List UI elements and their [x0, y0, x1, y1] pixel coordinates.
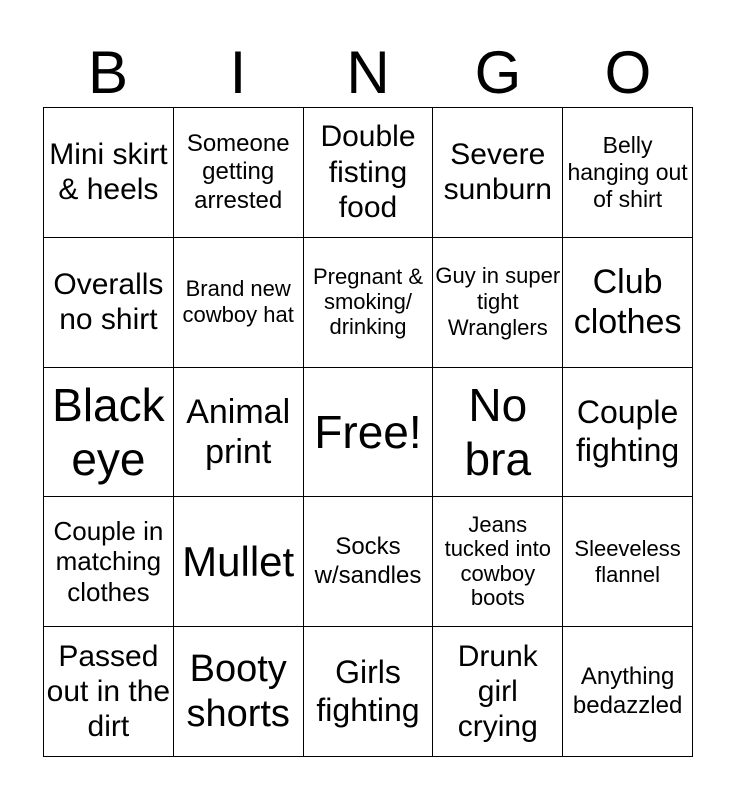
- bingo-card: [43, 107, 693, 757]
- bingo-cell[interactable]: [174, 627, 304, 757]
- bingo-cell[interactable]: [304, 368, 434, 498]
- cell-text: Severe sunburn: [443, 138, 552, 207]
- bingo-cell[interactable]: [433, 368, 563, 498]
- cell-text: Black eye: [52, 378, 165, 485]
- cell-text: Someone getting arrested: [186, 129, 290, 214]
- bingo-cell[interactable]: [433, 497, 563, 627]
- bingo-cell[interactable]: [563, 238, 693, 368]
- bingo-cell[interactable]: [563, 108, 693, 238]
- cell-text: Brand new cowboy hat: [182, 276, 294, 328]
- bingo-cell[interactable]: [44, 497, 174, 627]
- cell-text: Mullet: [182, 538, 295, 586]
- cell-text: Booty shorts: [186, 647, 290, 735]
- bingo-cell[interactable]: [44, 238, 174, 368]
- cell-text: Pregnant & smoking/ drinking: [312, 264, 424, 339]
- cell-text: No bra: [464, 378, 532, 485]
- header-letter-i: I: [229, 39, 247, 106]
- bingo-cell[interactable]: [563, 368, 693, 498]
- bingo-cell[interactable]: [304, 238, 434, 368]
- header-letter-o: O: [604, 39, 652, 106]
- cell-text: Jeans tucked into cowboy boots: [444, 511, 551, 611]
- cell-text: Guy in super tight Wranglers: [435, 263, 561, 341]
- cell-text: Couple fighting: [576, 394, 680, 468]
- bingo-cell[interactable]: [174, 497, 304, 627]
- cell-text: Overalls no shirt: [53, 267, 164, 337]
- bingo-cell[interactable]: [174, 368, 304, 498]
- cell-text: Belly hanging out of shirt: [567, 131, 688, 212]
- bingo-cell[interactable]: [44, 627, 174, 757]
- bingo-cell[interactable]: [433, 627, 563, 757]
- bingo-cell[interactable]: [433, 108, 563, 238]
- bingo-header: [43, 40, 693, 106]
- cell-text: Drunk girl crying: [457, 639, 538, 744]
- cell-text: Double fisting food: [320, 120, 416, 225]
- cell-text: Animal print: [186, 392, 291, 471]
- cell-text: Sleeveless flannel: [574, 535, 681, 587]
- header-letter-g: G: [474, 39, 522, 106]
- cell-text: Girls fighting: [316, 653, 420, 728]
- bingo-cell[interactable]: [44, 108, 174, 238]
- cell-text: Club clothes: [573, 263, 682, 342]
- bingo-cell[interactable]: [563, 627, 693, 757]
- header-letter-b: B: [87, 39, 129, 106]
- bingo-cell[interactable]: [304, 497, 434, 627]
- bingo-cell[interactable]: [304, 627, 434, 757]
- bingo-cell[interactable]: [174, 238, 304, 368]
- cell-text: Free!: [314, 405, 422, 458]
- cell-text: Anything bedazzled: [572, 663, 683, 719]
- bingo-cell[interactable]: [174, 108, 304, 238]
- cell-text: Mini skirt & heels: [49, 138, 168, 207]
- header-letter-n: N: [346, 39, 390, 106]
- bingo-cell[interactable]: [563, 497, 693, 627]
- bingo-cell[interactable]: [44, 368, 174, 498]
- cell-text: Couple in matching clothes: [53, 515, 164, 608]
- cell-text: Passed out in the dirt: [46, 639, 171, 744]
- cell-text: Socks w/sandles: [314, 533, 422, 589]
- bingo-cell[interactable]: [433, 238, 563, 368]
- bingo-cell[interactable]: [304, 108, 434, 238]
